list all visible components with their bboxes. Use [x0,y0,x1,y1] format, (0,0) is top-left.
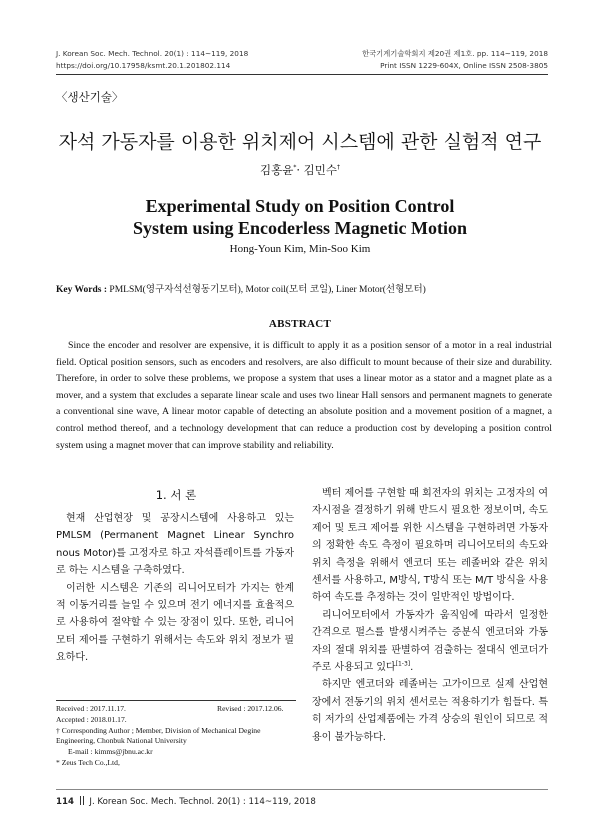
header-rule [56,74,548,75]
section-tag: 〈생산기술〉 [56,90,124,104]
author-kim-min-su: · 김민수 [296,163,337,177]
citation-ref: [1-3] [395,660,411,668]
body-paragraph-2: 리니어모터에서 가동자가 움직임에 따라서 일정한 간격으로 펄스를 발생시켜주는 증분식 엔코더와 가동자의 절대 위치를 판별하여 검출하는 절대식 엔코더가 주로 사용되고 있다[1-3]. [312,609,548,674]
author-mark-asterisk: * [293,164,297,172]
footer-citation: J. Korean Soc. Mech. Technol. 20(1) : 114~119, 2018 [89,797,316,807]
page-number: 114 [56,797,74,807]
body-paragraph-3: 하지만 엔코더와 레졸버는 고가이므로 실제 산업현장에서 전동기의 위치 센서로는 적용하기가 힘들다. 특히 저가의 산업제품에는 가격 상승의 원인이 되므로 적용이 불가능하다. [312,679,548,743]
journal-citation-right: 한국기계기술학회지 제20권 제1호. pp. 114~119, 2018 [362,49,548,58]
keywords [56,281,426,295]
abstract-body: Since the encoder and resolver are expensive, it is difficult to apply it as a position sensor of a motor in a real industrial field. Optical position sensors, such as encoders and resolvers, are also difficult to mount because of their size and durability. Therefore, in order to solve these problems, we propose a system that uses a linear motor as a stator and a magnet plate as a mover, and a system that excludes a separate linear scale and uses two linear Hall sensors and permanent magnets to generate a conventional sine wave, A linear motor capable of detecting an absolute position and a movement position of a magnet, a control method thereof, and a technology development that can reduce a production cost by developing a position control system using a magnet mover that can improve stability and reliability. [56,340,552,451]
authors-english: Hong-Youn Kim, Min-Soo Kim [229,243,371,255]
section-1-heading: 1. 서 론 [155,488,197,502]
title-english: Experimental Study on Position Control System using Encoderless Magnetic Motion [133,196,467,238]
left-column [56,510,294,667]
footer-separator [80,796,84,805]
footer-rule [56,789,548,790]
journal-citation-left: J. Korean Soc. Mech. Technol. 20(1) : 114~119, 2018 [56,49,249,58]
keywords-text: PMLSM(영구자석선형동기모터), Motor coil(모터 코일), Liner Motor(선형모터) [109,285,426,295]
abstract-heading: ABSTRACT [268,318,332,330]
keywords-label: Key Words : [56,285,108,295]
right-column [312,485,548,746]
footnote-rule [56,700,296,701]
intro-paragraph-1: 현재 산업현장 및 공장시스템에 사용하고 있는 PMLSM (Permanent Magnet Linear Synchro nous Motor)를 고정자로 하고 자석플레이트를 가동자로 하는 시스템을 구축하였다. [56,513,294,577]
author-mark-dagger: † [336,164,340,172]
accepted-date: Accepted : 2018.01.17. [56,715,127,724]
title-korean: 자석 가동자를 이용한 위치제어 시스템에 관한 실험적 연구 [58,131,542,153]
page-footer [56,796,316,807]
corresponding-author: † Corresponding Author ; Member, Division of Mechanical Degine Engineering, Chonbuk National University [56,726,261,746]
revised-date: Revised : 2017.12.06. [217,704,284,713]
affiliation-zeus: * Zeus Tech Co.,Ltd, [56,758,120,767]
issn: Print ISSN 1229-604X, Online ISSN 2508-3805 [380,61,548,70]
doi-link[interactable]: https://doi.org/10.17958/ksmt.20.1.201802.114 [56,61,231,70]
received-date: Received : 2017.11.17. [56,704,126,713]
author-email[interactable]: E-mail : kimms@jbnu.ac.kr [68,747,153,756]
intro-paragraph-2: 이러한 시스템은 기존의 리니어모터가 가지는 한계적 이동거리를 늘일 수 있으며 전기 에너지를 효율적으로 사용하여 절약할 수 있는 장점이 있다. 또한, 리니어모터 제어를 구현하기 위해서는 속도와 위치 정보가 필요하다. [56,582,294,664]
body-paragraph-1: 벡터 제어를 구현할 때 회전자의 위치는 고정자의 여자시점을 결정하기 위해 반드시 필요한 정보이며, 속도 제어 및 토크 제어를 위한 시스템을 구현하려면 가동자의 정확한 속도 측정이 필요하며 리니어모터의 속도와 위치 측정을 위해서 엔코더 또는 레졸버와 같은 위치 센서를 사용하고, M방식, T방식 또는 M/T 방식을 사용하여 속도를 추정하는 것이 일반적인 방법이다. [312,488,548,604]
authors-korean [0,162,600,178]
author-kim-hong-yun: 김홍윤 [260,163,294,177]
